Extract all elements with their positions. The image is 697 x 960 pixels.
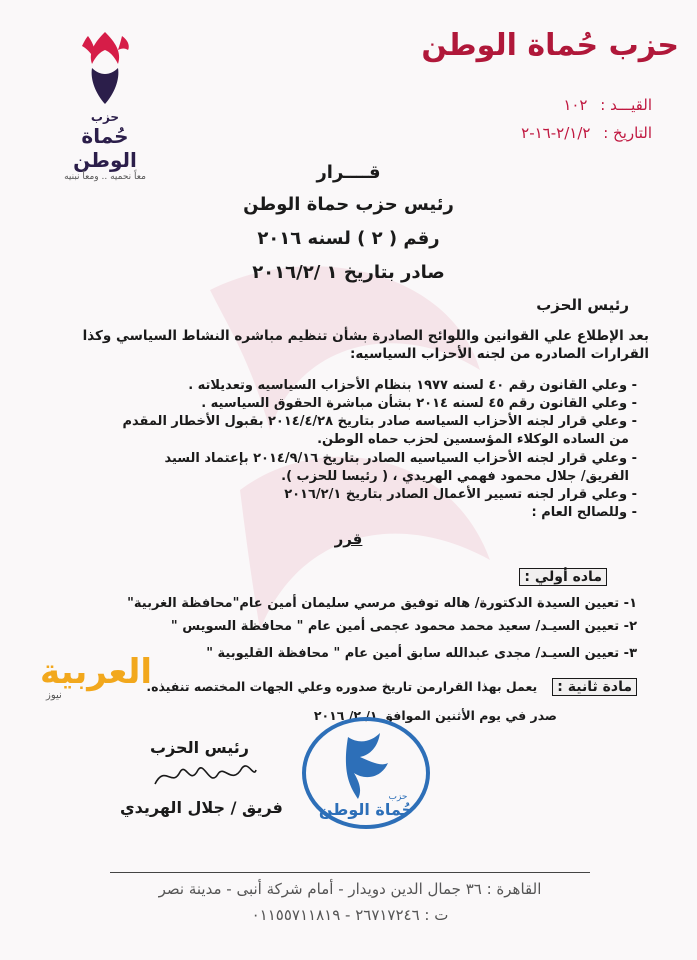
appointment-2: ٢- تعيين السيـد/ سعيد محمد محمود عجمى أمين عام " محافظة السويس ": [170, 619, 637, 634]
signature-title: رئيس الحزب: [150, 738, 249, 757]
list-item: - وعلي قرار لجنه الأحزاب السياسه صادر بتاريخ ٢٠١٤/٤/٢٨ بقبول الأخطار المقدم: [122, 414, 637, 429]
article-2-row: [146, 676, 637, 695]
article-2-text: يعمل بهذا القرارمن تاريخ صدوره وعلي الجهات المختصه تنفيذه.: [146, 679, 538, 694]
decided-heading: قرر: [334, 530, 363, 548]
logo-hizb-label: حزب: [90, 110, 120, 124]
list-item: من الساده الوكلاء المؤسسين لحزب حماه الوطن.: [317, 432, 629, 447]
list-item: - وعلي قرار لجنه الأحزاب السياسيه الصادر بتاريخ ٢٠١٤/٩/١٦ بإعتماد السيد: [164, 451, 637, 466]
decision-heading: قــــرار: [316, 162, 381, 183]
list-item: - وللصالح العام :: [531, 505, 637, 520]
reference-line: [563, 96, 652, 114]
news-watermark-main: العربية: [40, 652, 153, 692]
appointment-1: ١- تعيين السيدة الدكتورة/ هاله توفيق مرسي سليمان أمين عام"محافظة الغربية": [127, 596, 637, 611]
addressee: رئيس الحزب: [536, 296, 629, 314]
list-item: - وعلي القانون رقم ٤٥ لسنه ٢٠١٤ بشأن مباشرة الحقوق السياسيه .: [201, 396, 637, 411]
date-line: [521, 124, 652, 142]
footer-divider: [110, 872, 590, 873]
date-label: التاريخ :: [603, 124, 652, 142]
article-2-label: مادة ثانية :: [552, 678, 637, 696]
logo-slogan: معاً نحميه .. ومعاً نبنيه: [64, 172, 146, 182]
issued-on: صدر في يوم الأثنين الموافق ١/ ٢/ ٢٠١٦: [313, 708, 557, 723]
torch-hand-icon: [70, 28, 140, 106]
party-header-title: حزب حُماة الوطن: [421, 28, 679, 63]
party-stamp: [300, 715, 432, 831]
list-item: الفريق/ جلال محمود فهمي الهريدي ، ( رئيسا للحزب ).: [281, 469, 629, 484]
intro-line-1: بعد الإطلاع علي القوانين واللوائح الصادرة بشأن تنظيم مباشره النشاط السياسي وكذا: [82, 328, 649, 344]
decision-issued-date: صادر بتاريخ ١ /٢٠١٦/٢: [252, 262, 445, 283]
intro-line-2: القرارات الصادره من لجنه الأحزاب السياسيه:: [349, 346, 649, 362]
decision-issuer: رئيس حزب حماة الوطن: [243, 194, 454, 215]
article-1-label: ماده أولي :: [519, 566, 607, 585]
reference-value: ١٠٢: [563, 96, 588, 114]
appointment-3: ٣- تعيين السيـد/ مجدى عبدالله سابق أمين عام " محافظة القليوبية ": [206, 646, 637, 661]
reference-label: القيـــد :: [600, 96, 652, 114]
list-item: - وعلي قرار لجنه تسيير الأعمال الصادر بتاريخ ٢٠١٦/٢/١: [284, 487, 637, 502]
list-item: - وعلي القانون رقم ٤٠ لسنه ١٩٧٧ بنظام الأحزاب السياسيه وتعديلاته .: [188, 378, 637, 393]
news-watermark-sub: نيوز: [46, 690, 62, 701]
logo-party-name: حُماة الوطن: [73, 124, 137, 172]
date-value: ٢/١/٢-١٦-٢: [521, 124, 591, 142]
decision-number: رقم ( ٢ ) لسنه ٢٠١٦: [257, 228, 440, 249]
signature-name: فريق / جلال الهريدي: [120, 798, 283, 817]
stamp-small: حزب: [388, 792, 408, 802]
news-watermark: [40, 654, 152, 701]
signature-scribble: [150, 758, 260, 794]
party-logo: [55, 28, 155, 182]
stamp-text: حُماة الوطن: [318, 800, 414, 819]
footer-phones: ت : ٢٦٧١٧٢٤٦ - ٠١١٥٥٧١١٨١٩: [251, 906, 449, 924]
footer-address: القاهرة : ٣٦ جمال الدين دويدار - أمام شركة أنبى - مدينة نصر: [158, 880, 542, 898]
